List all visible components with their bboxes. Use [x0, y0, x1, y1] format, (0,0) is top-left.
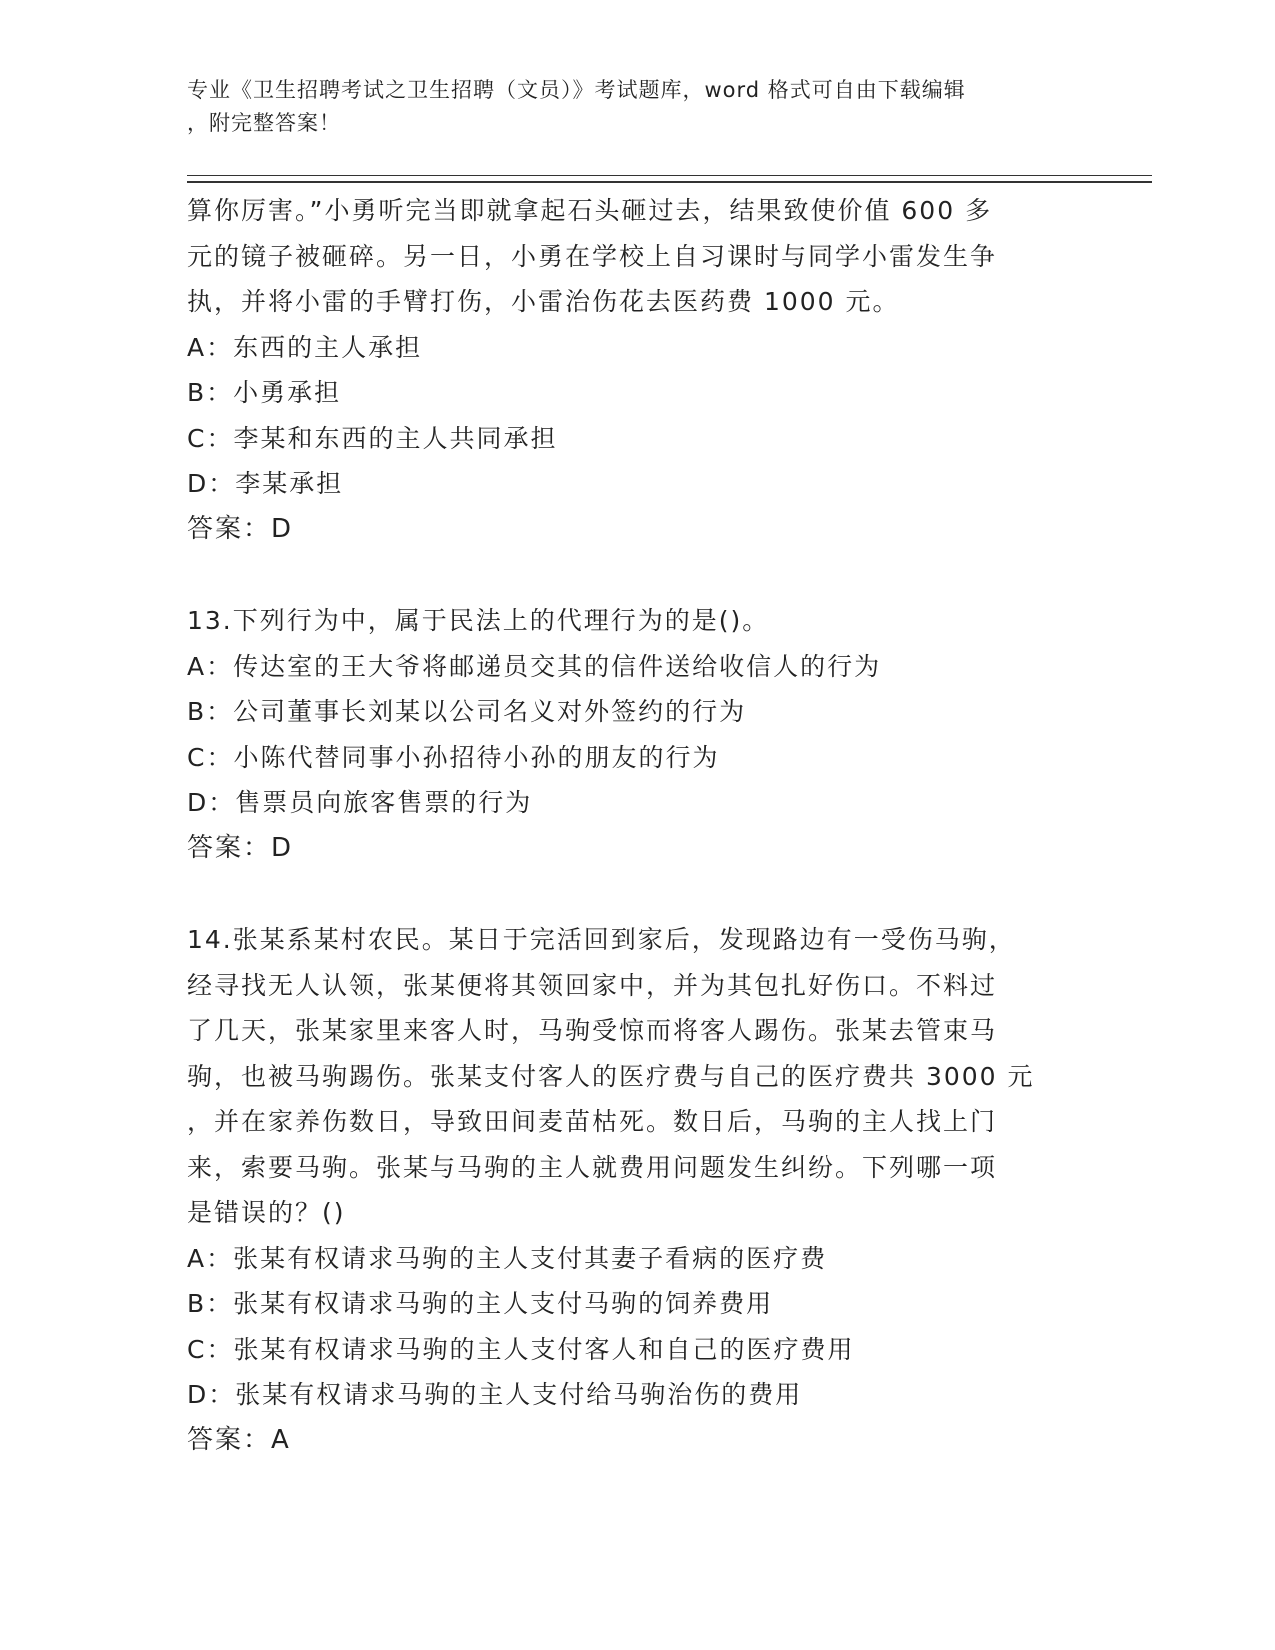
option-c: C：小陈代替同事小孙招待小孙的朋友的行为 [187, 742, 720, 772]
question-stem-line: 执，并将小雷的手臂打伤，小雷治伤花去医药费 1000 元。 [187, 287, 900, 316]
question-content [187, 188, 1087, 1463]
header-rule-thin [187, 175, 1152, 176]
question-stem-line: 14.张某系某村农民。某日于完活回到家后，发现路边有一受伤马驹， [187, 925, 1016, 954]
question-stem-line: 元的镜子被砸碎。另一日，小勇在学校上自习课时与同学小雷发生争 [187, 241, 998, 271]
question-14 [187, 917, 1087, 1463]
question-stem-line: ，并在家养伤数日，导致田间麦苗枯死。数日后，马驹的主人找上门 [187, 1107, 998, 1136]
header-title-line-1: 专业《卫生招聘考试之卫生招聘（文员）》考试题库，word 格式可自由下载编辑 [187, 78, 966, 102]
spacer [187, 552, 1087, 598]
option-d: D：售票员向旅客售票的行为 [187, 788, 533, 817]
option-b: B：小勇承担 [187, 378, 342, 407]
question-12 [187, 188, 1087, 552]
option-a: A：东西的主人承担 [187, 332, 423, 362]
page-header [187, 74, 1067, 140]
option-b: B：张某有权请求马驹的主人支付马驹的饲养费用 [187, 1289, 774, 1318]
header-rule-thick [187, 181, 1152, 183]
answer-line: 答案：A [187, 1424, 291, 1455]
option-c: C：李某和东西的主人共同承担 [187, 423, 558, 453]
question-stem-line: 来，索要马驹。张某与马驹的主人就费用问题发生纠纷。下列哪一项 [187, 1152, 998, 1182]
question-stem-line: 是错误的？() [187, 1198, 346, 1227]
option-d: D：张某有权请求马驹的主人支付给马驹治伤的费用 [187, 1380, 803, 1409]
question-stem-line: 13.下列行为中，属于民法上的代理行为的是()。 [187, 606, 770, 635]
option-b: B：公司董事长刘某以公司名义对外签约的行为 [187, 697, 747, 726]
option-d: D：李某承担 [187, 469, 344, 498]
option-c: C：张某有权请求马驹的主人支付客人和自己的医疗费用 [187, 1334, 855, 1364]
answer-line: 答案：D [187, 513, 294, 544]
question-stem-line: 了几天，张某家里来客人时，马驹受惊而将客人踢伤。张某去管束马 [187, 1016, 998, 1045]
question-stem-line: 经寻找无人认领，张某便将其领回家中，并为其包扎好伤口。不料过 [187, 970, 998, 1000]
option-a: A：张某有权请求马驹的主人支付其妻子看病的医疗费 [187, 1243, 828, 1273]
header-title-line-2: ，附完整答案！ [187, 111, 341, 135]
question-stem-line: 算你厉害。”小勇听完当即就拿起石头砸过去，结果致使价值 600 多 [187, 196, 993, 225]
option-a: A：传达室的王大爷将邮递员交其的信件送给收信人的行为 [187, 651, 882, 681]
answer-line: 答案：D [187, 832, 294, 863]
spacer [187, 871, 1087, 917]
question-stem-line: 驹，也被马驹踢伤。张某支付客人的医疗费与自己的医疗费共 3000 元 [187, 1061, 1035, 1091]
question-13 [187, 598, 1087, 871]
